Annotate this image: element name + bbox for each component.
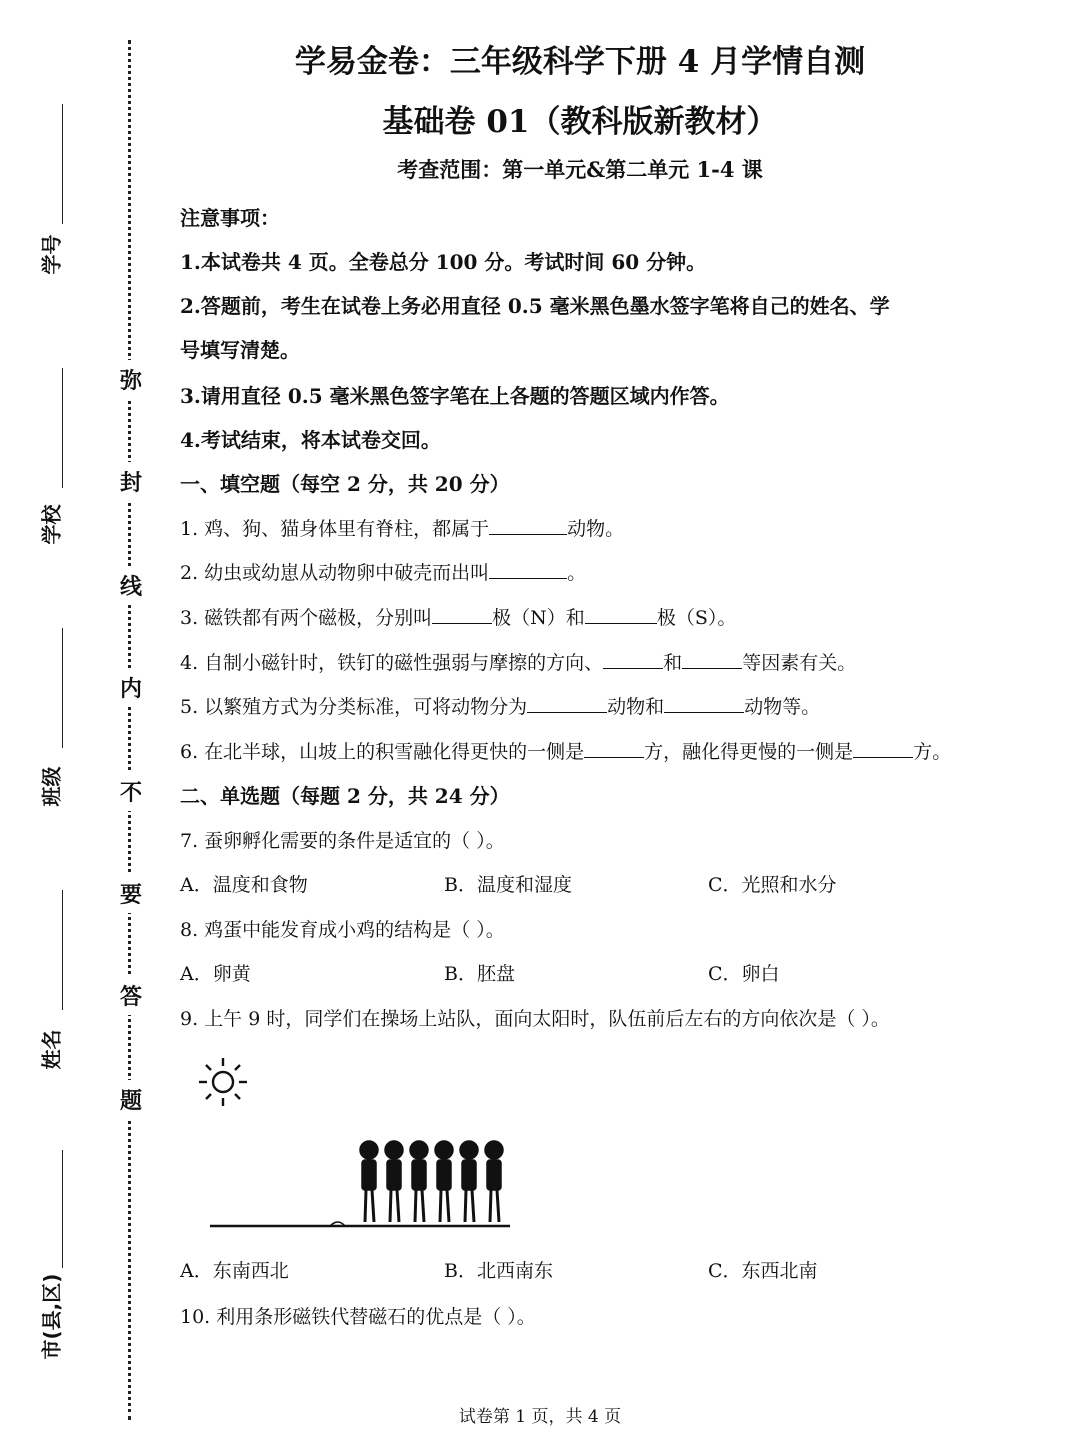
q8-option-c[interactable]: C．卵白 — [708, 963, 780, 985]
question-9: 9. 上午 9 时，同学们在操场上站队，面向太阳时，队伍前后左右的方向依次是（ ）。 — [180, 1008, 890, 1030]
q2-blank-1[interactable] — [489, 560, 567, 579]
q3-blank-1[interactable] — [432, 605, 492, 624]
seal-char-8: 题 — [116, 1080, 146, 1119]
class-line[interactable] — [62, 628, 63, 748]
q7-option-a[interactable]: A．温度和食物 — [180, 874, 308, 896]
q1-text-a: 1. 鸡、狗、猫身体里有脊柱，都属于 — [180, 518, 490, 540]
q5-text-c: 动物等。 — [744, 696, 821, 718]
notice-item-4: 4.考试结束，将本试卷交回。 — [180, 428, 441, 452]
question-5 — [180, 692, 820, 719]
q6-text-a: 6. 在北半球，山坡上的积雪融化得更快的一侧是 — [180, 741, 585, 763]
student-4 — [435, 1141, 453, 1222]
question-2 — [180, 558, 586, 585]
question-3 — [180, 603, 736, 630]
name-line[interactable] — [62, 890, 63, 1010]
district-label-text: 市(县,区) — [39, 1273, 64, 1360]
seal-dotted-line — [128, 40, 131, 1420]
q5-text-b: 动物和 — [607, 696, 665, 718]
district-label — [28, 1273, 72, 1360]
q4-text-b: 和 — [663, 652, 683, 674]
q8-option-b[interactable]: B．胚盘 — [444, 963, 515, 985]
q6-text-c: 方。 — [913, 741, 952, 763]
q9-option-b[interactable]: B．北西南东 — [444, 1260, 553, 1282]
question-7: 7. 蚕卵孵化需要的条件是适宜的（ ）。 — [180, 830, 505, 852]
seal-char-1: 弥 — [116, 360, 146, 399]
notice-item-1: 1.本试卷共 4 页。全卷总分 100 分。考试时间 60 分钟。 — [180, 250, 707, 274]
notice-item-2-cont: 号填写清楚。 — [180, 338, 300, 362]
class-label-text: 班级 — [39, 766, 64, 807]
student-id-line[interactable] — [62, 104, 63, 224]
student-1 — [360, 1141, 378, 1222]
seal-char-6: 要 — [116, 874, 146, 913]
notice-item-2: 2.答题前，考生在试卷上务必用直径 0.5 毫米黑色墨水签字笔将自己的姓名、学 — [180, 294, 890, 318]
school-label-text: 学校 — [39, 504, 64, 545]
seal-char-5: 不 — [116, 772, 146, 811]
student-id-label-text: 学号 — [39, 234, 64, 275]
exam-title: 学易金卷：三年级科学下册 4 月学情自测 — [294, 44, 866, 80]
q5-blank-2[interactable] — [664, 694, 744, 713]
student-3 — [410, 1141, 428, 1222]
sun-icon — [199, 1058, 247, 1106]
q1-blank-1[interactable] — [489, 516, 567, 535]
section2-heading: 二、单选题（每题 2 分，共 24 分） — [180, 784, 510, 808]
q4-text-c: 等因素有关。 — [742, 652, 857, 674]
q7-option-c[interactable]: C．光照和水分 — [708, 874, 837, 896]
class-label — [28, 742, 72, 822]
question-4 — [180, 648, 856, 675]
q1-text-b: 动物。 — [567, 518, 625, 540]
school-label — [28, 480, 72, 560]
page-footer: 试卷第 1 页，共 4 页 — [458, 1407, 622, 1427]
q7-option-b[interactable]: B．温度和湿度 — [444, 874, 572, 896]
q6-blank-2[interactable] — [853, 739, 913, 758]
q9-figure — [180, 1052, 540, 1242]
q4-blank-2[interactable] — [682, 650, 742, 669]
question-6 — [180, 737, 951, 764]
seal-char-4: 内 — [116, 668, 146, 707]
q6-blank-1[interactable] — [584, 739, 644, 758]
q5-text-a: 5. 以繁殖方式为分类标准，可将动物分为 — [180, 696, 528, 718]
seal-char-3: 线 — [116, 566, 146, 605]
q9-option-a[interactable]: A．东南西北 — [180, 1260, 289, 1282]
q3-blank-2[interactable] — [585, 605, 657, 624]
student-id-label — [28, 210, 72, 290]
binding-strip — [0, 0, 160, 1440]
seal-char-2: 封 — [116, 462, 146, 501]
name-label — [28, 1005, 72, 1085]
notice-heading: 注意事项： — [180, 206, 280, 230]
name-label-text: 姓名 — [39, 1029, 64, 1070]
q3-text-c: 极（S）。 — [656, 607, 737, 629]
q6-text-b: 方，融化得更慢的一侧是 — [644, 741, 854, 763]
student-2 — [385, 1141, 403, 1222]
exam-subtitle: 基础卷 01（教科版新教材） — [382, 104, 778, 140]
district-line[interactable] — [62, 1150, 63, 1268]
question-8: 8. 鸡蛋中能发育成小鸡的结构是（ ）。 — [180, 919, 505, 941]
seal-char-7: 答 — [116, 976, 146, 1015]
notice-item-3: 3.请用直径 0.5 毫米黑色签字笔在上各题的答题区域内作答。 — [180, 384, 730, 408]
exam-scope: 考查范围：第一单元&第二单元 1-4 课 — [397, 157, 763, 182]
student-5 — [460, 1141, 478, 1222]
question-1 — [180, 514, 624, 541]
q4-blank-1[interactable] — [603, 650, 663, 669]
q3-text-a: 3. 磁铁都有两个磁极，分别叫 — [180, 607, 433, 629]
question-10: 10. 利用条形磁铁代替磁石的优点是（ ）。 — [180, 1306, 536, 1328]
section1-heading: 一、填空题（每空 2 分，共 20 分） — [180, 472, 510, 496]
ground-line — [210, 1222, 510, 1226]
student-6 — [485, 1141, 503, 1222]
school-line[interactable] — [62, 368, 63, 488]
q3-text-b: 极（N）和 — [492, 607, 585, 629]
students-queue — [360, 1141, 503, 1222]
q9-option-c[interactable]: C．东西北南 — [708, 1260, 818, 1282]
q2-text-b: 。 — [567, 562, 587, 584]
q5-blank-1[interactable] — [527, 694, 607, 713]
q8-option-a[interactable]: A．卵黄 — [180, 963, 251, 985]
q4-text-a: 4. 自制小磁针时，铁钉的磁性强弱与摩擦的方向、 — [180, 652, 604, 674]
q2-text-a: 2. 幼虫或幼崽从动物卵中破壳而出叫 — [180, 562, 490, 584]
